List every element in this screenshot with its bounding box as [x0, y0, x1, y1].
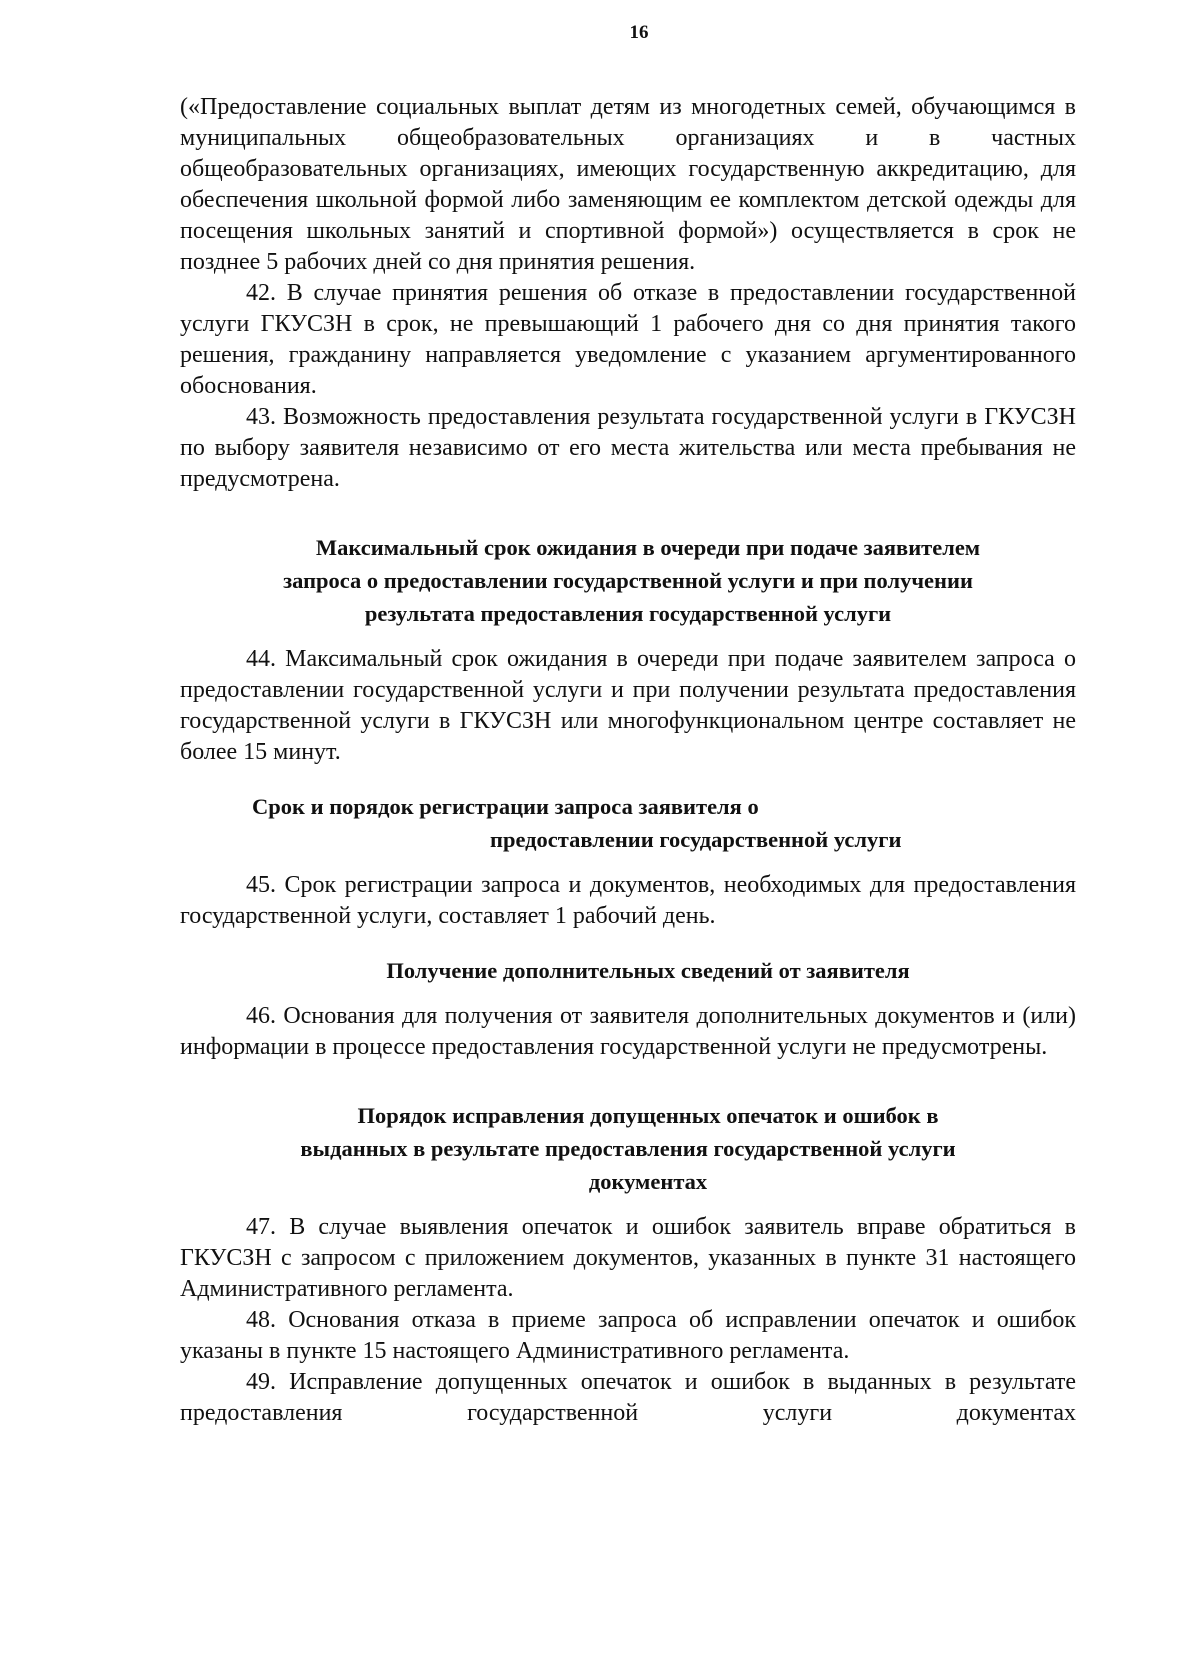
spacer — [180, 1063, 1076, 1099]
heading-line: выданных в результате предоставления государственной услуги — [300, 1136, 956, 1161]
spacer — [180, 856, 1076, 870]
heading-line: результата предоставления государственной услуги — [364, 601, 892, 626]
paragraph-42: 42. В случае принятия решения об отказе в предоставлении государственной услуги ГКУСЗН в срок, не превышающий 1 рабочего дня со дня принятия такого решения, гражданину направляется уведомление с указанием аргументированного обоснования. — [180, 280, 1076, 399]
paragraph-44: 44. Максимальный срок ожидания в очереди при подаче заявителем запроса о предоставлении государственной услуги и при получении результата предоставления государственной услуги в ГКУСЗН или многофункциональном центре составляет не более 15 минут. — [180, 646, 1076, 765]
spacer — [180, 932, 1076, 954]
paragraph-41-continuation: («Предоставление социальных выплат детям из многодетных семей, обучающимся в муниципальных общеобразовательных организациях и в частных общеобразовательных организациях, имеющих государственную аккредитацию, для обеспечения школьной формой либо заменяющим ее комплектом детской одежды для посещения школьных занятий и спортивной формой») осуществляется в срок не позднее 5 рабочих дней со дня принятия решения. — [180, 94, 1076, 275]
paragraph-43: 43. Возможность предоставления результата государственной услуги в ГКУСЗН по выбору заявителя независимо от его места жительства или места пребывания не предусмотрена. — [180, 404, 1076, 492]
heading-line: документах — [588, 1169, 708, 1194]
spacer — [180, 1198, 1076, 1212]
paragraph-46: 46. Основания для получения от заявителя дополнительных документов и (или) информации в процессе предоставления государственной услуги не предусмотрены. — [180, 1003, 1076, 1060]
heading-line: Порядок исправления допущенных опечаток и ошибок в — [357, 1103, 939, 1128]
section-heading-additional-info: Получение дополнительных сведений от заявителя — [386, 958, 910, 983]
heading-line: запроса о предоставлении государственной услуги и при получении — [283, 568, 973, 593]
paragraph-48: 48. Основания отказа в приеме запроса об исправлении опечаток и ошибок указаны в пункте 15 настоящего Административного регламента. — [180, 1307, 1076, 1364]
heading-line: предоставлении государственной услуги — [490, 827, 902, 852]
section-heading-errors — [180, 1099, 1076, 1198]
paragraph-45: 45. Срок регистрации запроса и документов, необходимых для предоставления государственной услуги, составляет 1 рабочий день. — [180, 872, 1076, 929]
section-heading-registration — [180, 790, 1076, 856]
heading-line: Срок и порядок регистрации запроса заявителя о — [252, 794, 759, 819]
spacer — [180, 987, 1076, 1001]
spacer — [180, 495, 1076, 531]
spacer — [180, 768, 1076, 790]
section-heading-wait-time — [180, 531, 1076, 630]
paragraph-47: 47. В случае выявления опечаток и ошибок заявитель вправе обратиться в ГКУСЗН с запросом с приложением документов, указанных в пункте 31 настоящего Административного регламента. — [180, 1214, 1076, 1302]
page-number: 16 — [629, 22, 649, 43]
paragraph-49: 49. Исправление допущенных опечаток и ошибок в выданных в результате предоставления государственной услуги документах — [180, 1369, 1076, 1426]
heading-line: Максимальный срок ожидания в очереди при подаче заявителем — [315, 535, 981, 560]
spacer — [180, 630, 1076, 644]
